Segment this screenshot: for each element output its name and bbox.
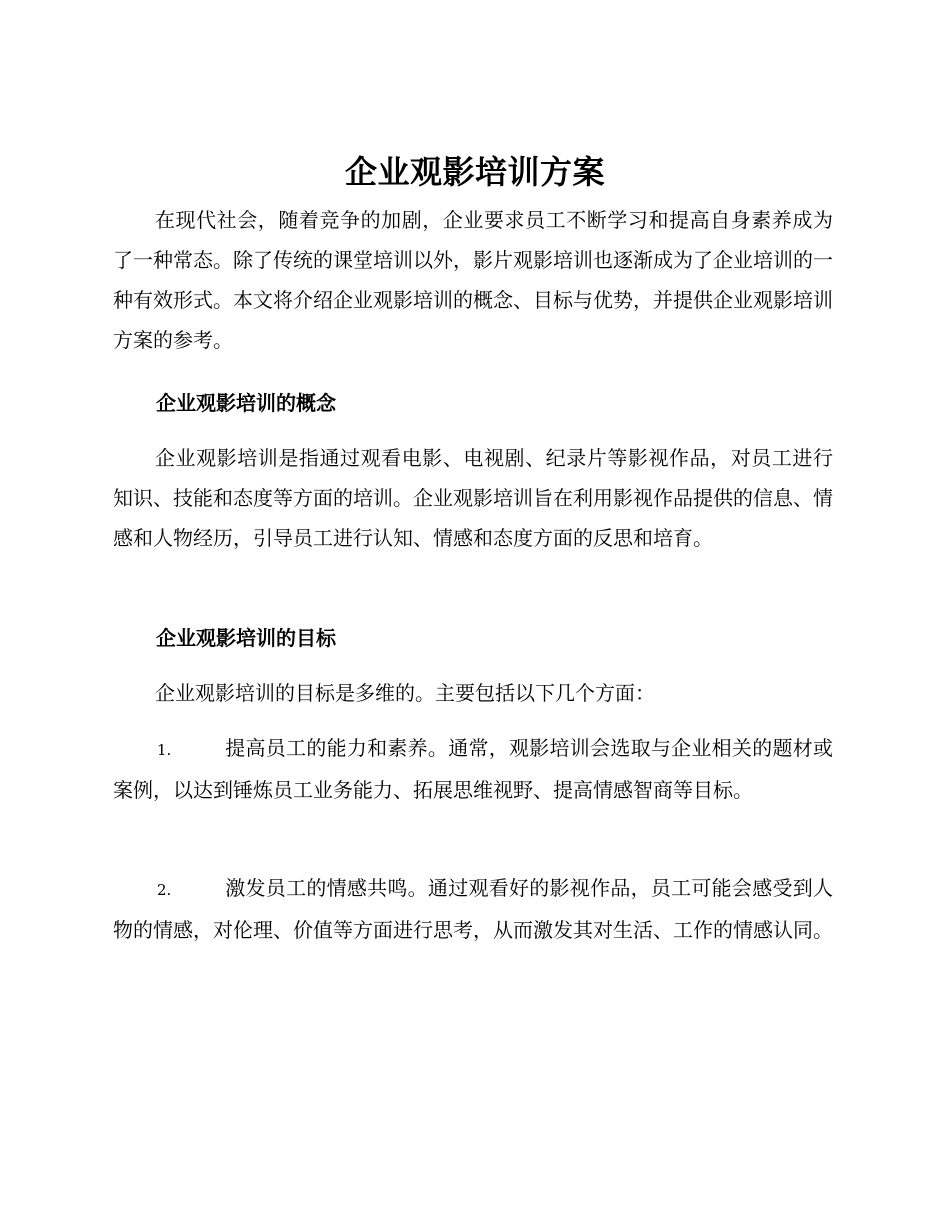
list-item-number: 1. xyxy=(157,741,172,759)
list-item-text: 提高员工的能力和素养。通常，观影培训会选取与企业相关的题材或案例，以达到锤炼员工业务能力、拓展思维视野、提高情感智商等目标。 xyxy=(113,736,833,802)
list-item xyxy=(113,868,833,950)
section-heading-concept: 企业观影培训的概念 xyxy=(156,391,336,415)
section-heading-goals: 企业观影培训的目标 xyxy=(156,626,336,650)
concept-paragraph: 企业观影培训是指通过观看电影、电视剧、纪录片等影视作品，对员工进行知识、技能和态度等方面的培训。企业观影培训旨在利用影视作品提供的信息、情感和人物经历，引导员工进行认知、情感和态度方面的反思和培育。 xyxy=(113,446,833,550)
list-item xyxy=(113,728,833,810)
list-item-number: 2. xyxy=(157,881,172,899)
list-item-text: 激发员工的情感共鸣。通过观看好的影视作品，员工可能会感受到人物的情感，对伦理、价值等方面进行思考，从而激发其对生活、工作的情感认同。 xyxy=(113,876,833,942)
document-title: 企业观影培训方案 xyxy=(344,153,605,191)
goals-intro-paragraph: 企业观影培训的目标是多维的。主要包括以下几个方面： xyxy=(155,681,655,705)
intro-paragraph: 在现代社会，随着竞争的加剧，企业要求员工不断学习和提高自身素养成为了一种常态。除了传统的课堂培训以外，影片观影培训也逐渐成为了企业培训的一种有效形式。本文将介绍企业观影培训的概念、目标与优势，并提供企业观影培训方案的参考。 xyxy=(113,208,833,352)
